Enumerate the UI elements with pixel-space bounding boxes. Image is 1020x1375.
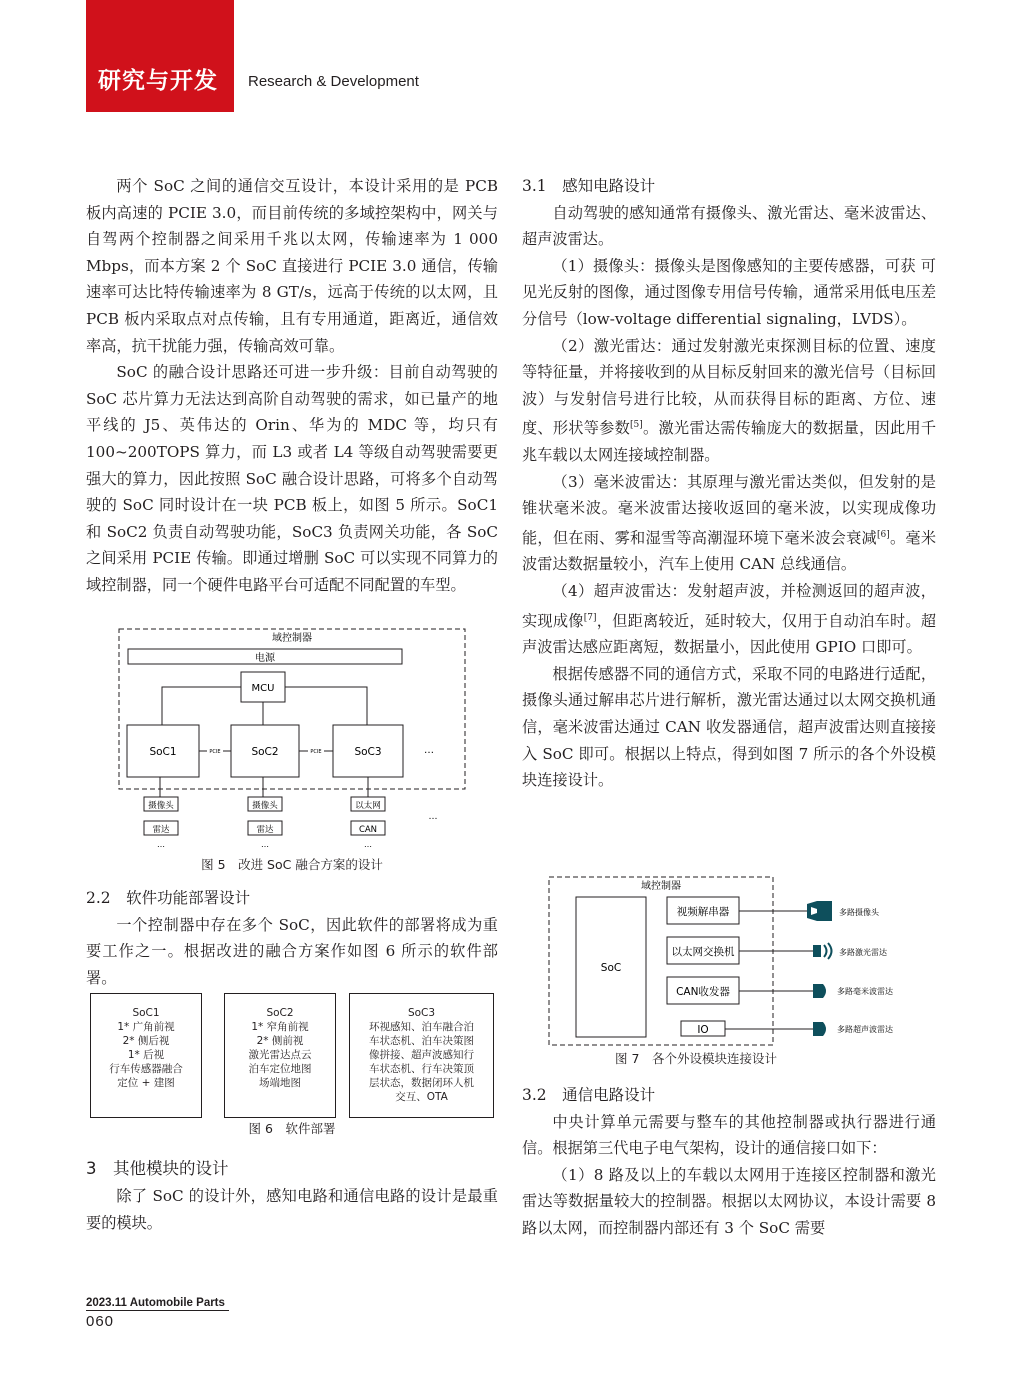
fig5-ellipsis-4: …: [428, 812, 438, 822]
paragraph: [522, 333, 936, 469]
fig6-soc3-body: 环视感知、泊车融合泊 车状态机、泊车决策图 像拼接、超声波感知行 车状态机、行车决策顶 层状态，数据闭环人机 交互、OTA: [369, 1021, 474, 1103]
fig7-multi-lidar: 多路激光雷达: [839, 948, 887, 957]
fig7-eth-switch-label: 以太网交换机: [671, 946, 735, 958]
paragraph: SoC 的融合设计思路还可进一步升级：目前自动驾驶的 SoC 芯片算力无法达到高阶自动驾驶的需求，如已量产的地平线的 J5、英伟达的 Orin、华为的 MDC 等，均只有 100~200TOPS 算力，而 L3 或者 L4 等级自动驾驶需要更强大的算力，因此按照 SoC 融合设计思路，可将多个自动驾驶的 SoC 同时设计在一块 PCB 板上，如图 5 所示。SoC1 和 SoC2 负责自动驾驶功能，SoC3 负责网关功能，各 SoC 之间采用 PCIE 传输。即通过增删 SoC 可以实现不同算力的域控制器，同一个硬件电路平台可适配不同配置的车型。: [86, 363, 498, 594]
section-3-1-heading: 3.1 感知电路设计: [522, 177, 656, 195]
paragraph: （1）摄像头：摄像头是图像感知的主要传感器，可获 可见光反射的图像，通过图像专用信号传输，通常采用低电压差分信号（low-voltage differential signaling，LVDS）。: [522, 256, 936, 328]
fig6-soc3-box: [349, 993, 494, 1118]
section-3-heading: 3 其他模块的设计: [86, 1159, 229, 1178]
fig5-power-label: 电源: [255, 653, 275, 664]
text-run: （3）毫米波雷达：其原理与激光雷达类似，但发射的是锥状毫米波。毫米波雷达接收返回的毫米波，以实现成像功能，但在雨、雾和湿雪等高潮湿环境下毫米波会衰减: [522, 472, 936, 547]
paragraph: [522, 578, 936, 661]
text-run: ，但距离较近，延时较大，仅用于自动泊车时。超声波雷达感应距离短，数据量小，因此使用 GPIO 口即可。: [522, 611, 937, 657]
fig6-soc1-title: SoC1: [132, 1007, 160, 1019]
paragraph: 两个 SoC 之间的通信交互设计，本设计采用的是 PCB 板内高速的 PCIE 3.0，而目前传统的多域控架构中，网关与自驾两个控制器之间采用千兆以太网，传输速率为 1 000 Mbps，而本方案 2 个 SoC 直接进行 PCIE 3.0 通信，传输速率可达比特传输速率为 8 GT/s，远高于传统的以太网，且 PCB 板内采取点对点传输，且有专用通道，距离近，通信效率高，抗干扰能力强，传输高效可靠。: [86, 177, 498, 355]
section-title-cn: 研究与开发: [98, 68, 218, 94]
right-column-bottom: [522, 1082, 936, 1242]
header-red-block: [86, 0, 234, 112]
paragraph: 中央计算单元需要与整车的其他控制器或执行器进行通信。根据第三代电子电气架构，设计的通信接口如下：: [522, 1112, 936, 1158]
fig5-mcu-label: MCU: [251, 683, 275, 694]
text-run: （2）激光雷达：通过发射激光束探测目标的位置、速度等特征量，并将接收到的从目标反射回来的激光信号（目标回波）与发射信号进行比较，从而获得目标的距离、方位、速度、形状等参数: [522, 336, 936, 438]
figure-6-caption: 图 6 软件部署: [248, 1121, 336, 1136]
text-run: 。毫米波雷达数据量较小，汽车上使用 CAN 总线通信。: [522, 528, 937, 574]
fig5-soc3-label: SoC3: [354, 746, 382, 758]
fig5-ellipsis-1: …: [157, 840, 165, 849]
fig6-soc2-title: SoC2: [266, 1007, 294, 1019]
fig7-domain-label: 域控制器: [641, 881, 681, 892]
fig5-ellipsis-2: …: [261, 840, 269, 849]
section-2-2-heading: 2.2 软件功能部署设计: [86, 889, 251, 907]
paragraph: 一个控制器中存在多个 SoC，因此软件的部署将成为重要工作之一。根据改进的融合方案作如图 6 所示的软件部署。: [86, 915, 498, 987]
paragraph: [522, 469, 936, 578]
fig6-soc2-box: [224, 993, 336, 1118]
paragraph: 根据传感器不同的通信方式，采取不同的电路进行适配，摄像头通过解串芯片进行解析，激光雷达通过以太网交换机通信，毫米波雷达通过 CAN 收发器通信，超声波雷达则直接接入 SoC 即可。根据以上特点，得到如图 7 所示的各个外设模块连接设计。: [522, 664, 936, 790]
citation: [7]: [583, 612, 597, 623]
section-3-2-heading: 3.2 通信电路设计: [522, 1086, 656, 1104]
paragraph: 自动驾驶的感知通常有摄像头、激光雷达、毫米波雷达、超声波雷达。: [522, 203, 936, 249]
fig5-soc2-label: SoC2: [251, 746, 279, 758]
fig6-soc2-body: 1* 窄角前视 2* 侧前视 激光雷达点云 泊车定位地图 场端地图: [248, 1021, 312, 1089]
figure-7-caption: 图 7 各个外设模块连接设计: [615, 1051, 777, 1066]
paragraph: 除了 SoC 的设计外，感知电路和通信电路的设计是最重要的模块。: [86, 1187, 498, 1232]
figure-5-diagram: [115, 627, 471, 849]
right-column-top: [522, 173, 936, 794]
radar-icon: [813, 984, 826, 998]
ultrasonic-icon: [813, 1022, 826, 1036]
fig7-io-label: IO: [697, 1024, 709, 1036]
left-column-mid: [86, 885, 498, 991]
left-column-top: [86, 173, 498, 599]
text-run: （4）超声波雷达：发射超声波，并检测返回的超声波，实现成像: [522, 582, 936, 630]
page-number: 060: [86, 1313, 115, 1330]
fig5-ellipsis: …: [424, 745, 434, 756]
fig7-soc-label: SoC: [600, 962, 622, 974]
fig5-ethernet-label: 以太网: [355, 801, 381, 811]
left-column-bottom: [86, 1155, 498, 1236]
fig7-deserializer-label: 视频解串器: [676, 906, 730, 918]
fig5-camera-label-1: 摄像头: [148, 801, 174, 811]
fig6-soc1-body: 1* 广角前视 2* 侧后视 1* 后视 行车传感器融合 定位 + 建图: [109, 1021, 183, 1089]
citation: [5]: [630, 420, 643, 431]
paragraph: （1）8 路及以上的车载以太网用于连接区控制器和激光雷达等数据量较大的控制器。根据以太网协议，本设计需要 8 路以太网，而控制器内部还有 3 个 SoC 需要: [522, 1165, 936, 1237]
fig5-radar-label-2: 雷达: [256, 825, 274, 835]
fig7-can-label: CAN收发器: [676, 986, 730, 998]
figure-5-caption: 图 5 改进 SoC 融合方案的设计: [201, 857, 383, 872]
fig6-soc1-box: [90, 993, 202, 1118]
fig5-radar-label-1: 雷达: [152, 825, 170, 835]
text-run: 。激光雷达需传输庞大的数据量，因此用千兆车载以太网连接域控制器。: [522, 419, 937, 464]
fig5-domain-label: 域控制器: [272, 633, 312, 644]
fig6-soc3-title: SoC3: [407, 1007, 436, 1019]
fig5-pcie-label-1: PCIE: [209, 749, 221, 755]
section-title-en: Research & Development: [248, 73, 419, 90]
fig5-pcie-label-2: PCIE: [310, 749, 322, 755]
fig5-camera-label-2: 摄像头: [252, 801, 278, 811]
figure-7-diagram: [545, 874, 910, 1050]
fig7-multi-ultra: 多路超声波雷达: [837, 1025, 893, 1034]
lidar-icon: [813, 943, 832, 959]
fig7-multi-camera: 多路摄像头: [839, 908, 879, 917]
fig5-can-label: CAN: [358, 825, 378, 835]
citation: [6]: [876, 529, 890, 540]
fig7-multi-mmwave: 多路毫米波雷达: [837, 987, 893, 996]
camera-icon: [807, 901, 832, 921]
footer-issue: 2023.11 Automobile Parts: [86, 1297, 229, 1311]
fig5-ellipsis-3: …: [364, 840, 372, 849]
fig5-soc1-label: SoC1: [149, 746, 177, 758]
